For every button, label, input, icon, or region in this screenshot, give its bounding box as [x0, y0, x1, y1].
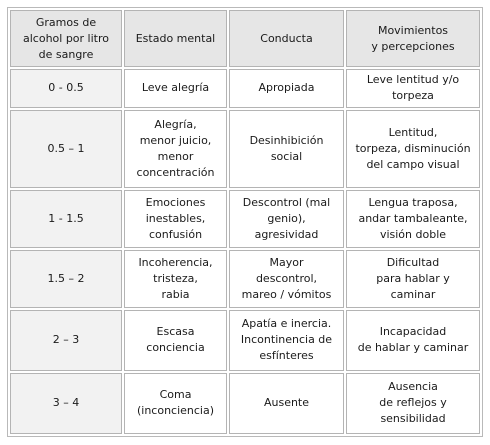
range-cell: 0.5 – 1	[10, 110, 122, 188]
behavior-cell: Mayor descontrol, mareo / vómitos	[229, 250, 344, 308]
range-cell: 2 – 3	[10, 310, 122, 370]
header-behavior: Conducta	[229, 10, 344, 67]
movements-cell: Ausencia de reflejos y sensibilidad	[346, 373, 480, 434]
behavior-cell: Apropiada	[229, 69, 344, 108]
movements-cell: Incapacidad de hablar y caminar	[346, 310, 480, 370]
mental-state-cell: Alegría, menor juicio, menor concentración	[124, 110, 227, 188]
movements-cell: Leve lentitud y/o torpeza	[346, 69, 480, 108]
range-cell: 1.5 – 2	[10, 250, 122, 308]
header-row	[10, 10, 480, 67]
table-row	[10, 69, 480, 108]
mental-state-cell: Incoherencia, tristeza, rabia	[124, 250, 227, 308]
movements-cell: Dificultad para hablar y caminar	[346, 250, 480, 308]
range-cell: 1 - 1.5	[10, 190, 122, 248]
table-row	[10, 310, 480, 370]
header-grams-per-liter: Gramos de alcohol por litro de sangre	[10, 10, 122, 67]
alcohol-effects-table	[7, 7, 483, 437]
table-body	[10, 69, 480, 434]
behavior-cell: Descontrol (mal genio), agresividad	[229, 190, 344, 248]
movements-cell: Lengua traposa, andar tambaleante, visión doble	[346, 190, 480, 248]
table-row	[10, 373, 480, 434]
behavior-cell: Desinhibición social	[229, 110, 344, 188]
mental-state-cell: Escasa conciencia	[124, 310, 227, 370]
behavior-cell: Ausente	[229, 373, 344, 434]
mental-state-cell: Coma (inconciencia)	[124, 373, 227, 434]
header-movements: Movimientos y percepciones	[346, 10, 480, 67]
range-cell: 3 – 4	[10, 373, 122, 434]
range-cell: 0 - 0.5	[10, 69, 122, 108]
mental-state-cell: Emociones inestables, confusión	[124, 190, 227, 248]
table-row	[10, 110, 480, 188]
table-row	[10, 250, 480, 308]
table-header	[10, 10, 480, 67]
movements-cell: Lentitud, torpeza, disminución del campo visual	[346, 110, 480, 188]
header-mental-state: Estado mental	[124, 10, 227, 67]
behavior-cell: Apatía e inercia. Incontinencia de esfínteres	[229, 310, 344, 370]
mental-state-cell: Leve alegría	[124, 69, 227, 108]
table-row	[10, 190, 480, 248]
